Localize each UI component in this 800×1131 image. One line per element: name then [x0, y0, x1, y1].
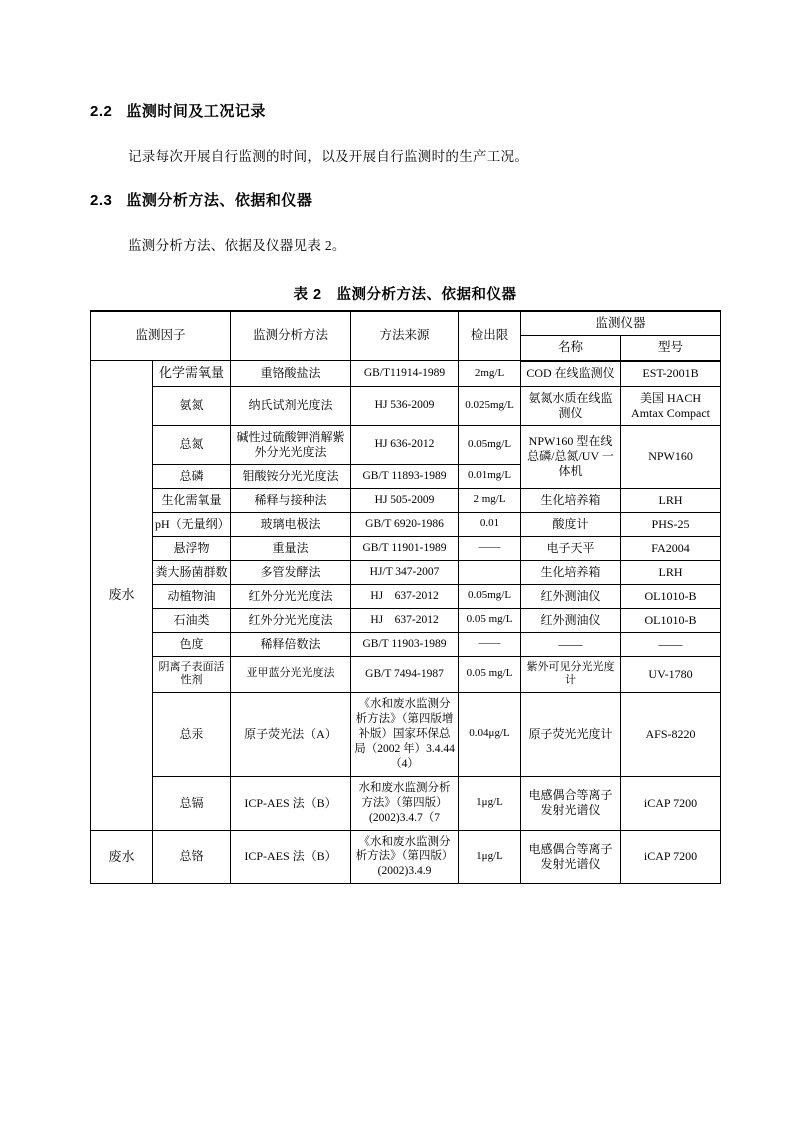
section-heading-2-2: [90, 100, 720, 121]
table-row: [91, 656, 721, 693]
cell-limit: 0.05mg/L: [459, 584, 521, 608]
table-header-row: [91, 311, 721, 336]
header-method: 监测分析方法: [231, 311, 351, 361]
cell-instrument-name: 酸度计: [521, 512, 621, 536]
cell-method: 原子荧光法（A）: [231, 693, 351, 777]
cell-factor: 生化需氧量: [153, 488, 231, 512]
cell-source: GB/T 11901-1989: [351, 536, 459, 560]
cell-source: HJ/T 347-2007: [351, 560, 459, 584]
header-instrument-model: 型号: [621, 336, 721, 361]
cell-limit: 1μg/L: [459, 776, 521, 830]
cell-instrument-name: 电感偶合等离子发射光谱仪: [521, 776, 621, 830]
cell-method: 玻璃电极法: [231, 512, 351, 536]
cell-method: ICP-AES 法（B）: [231, 830, 351, 884]
cell-factor: 动植物油: [153, 584, 231, 608]
cell-factor: 粪大肠菌群数: [153, 560, 231, 584]
cell-instrument-model: iCAP 7200: [621, 830, 721, 884]
cell-instrument-model: LRH: [621, 560, 721, 584]
cell-instrument-name: 生化培养箱: [521, 560, 621, 584]
cell-instrument-name: 红外测油仪: [521, 608, 621, 632]
header-limit: 检出限: [459, 311, 521, 361]
table-row: [91, 584, 721, 608]
section-number: 2.2: [90, 103, 113, 120]
header-factor: 监测因子: [91, 311, 231, 361]
page-content: [90, 100, 720, 884]
cell-source: GB/T 6920-1986: [351, 512, 459, 536]
cell-limit: 1μg/L: [459, 830, 521, 884]
cell-limit: 2mg/L: [459, 361, 521, 386]
cell-source: 《水和废水监测分析方法》（第四版增补版）国家环保总局（2002 年）3.4.44（4）: [351, 693, 459, 777]
cell-source: GB/T 7494-1987: [351, 656, 459, 693]
cell-method: 碱性过硫酸钾消解紫外分光光度法: [231, 425, 351, 464]
cell-source: HJ 505-2009: [351, 488, 459, 512]
table-caption: 表 2 监测分析方法、依据和仪器: [293, 286, 517, 303]
category-label-wastewater-2: 废水: [91, 830, 153, 884]
cell-instrument-model: EST-2001B: [621, 361, 721, 386]
cell-instrument-model: iCAP 7200: [621, 776, 721, 830]
cell-instrument-model: OL1010-B: [621, 608, 721, 632]
table-row: [91, 386, 721, 425]
cell-source: GB/T11914-1989: [351, 361, 459, 386]
section-number: 2.3: [90, 192, 113, 210]
cell-instrument-model: 美国 HACH Amtax Compact: [621, 386, 721, 425]
cell-instrument-name: 生化培养箱: [521, 488, 621, 512]
category-label-wastewater: 废水: [91, 361, 153, 830]
cell-method: 多管发酵法: [231, 560, 351, 584]
cell-limit: 0.05 mg/L: [459, 656, 521, 693]
cell-factor: 石油类: [153, 608, 231, 632]
table-row: [91, 776, 721, 830]
table-row: [91, 632, 721, 656]
cell-factor: 化学需氧量: [153, 361, 231, 386]
cell-factor: 总磷: [153, 464, 231, 488]
table-row: [91, 536, 721, 560]
cell-instrument-model: LRH: [621, 488, 721, 512]
cell-method: 稀释倍数法: [231, 632, 351, 656]
cell-instrument-name: ——: [521, 632, 621, 656]
cell-factor: pH（无量纲）: [153, 512, 231, 536]
section-heading-2-3: [90, 189, 720, 210]
section-title: 监测时间及工况记录: [126, 103, 266, 120]
cell-method: 纳氏试剂光度法: [231, 386, 351, 425]
cell-instrument-model: AFS-8220: [621, 693, 721, 777]
cell-instrument-name: COD 在线监测仪: [521, 361, 621, 386]
cell-method: 重铬酸盐法: [231, 361, 351, 386]
table-row: [91, 608, 721, 632]
cell-instrument-name: 电感偶合等离子发射光谱仪: [521, 830, 621, 884]
cell-factor: 总氮: [153, 425, 231, 464]
cell-instrument-name: 红外测油仪: [521, 584, 621, 608]
monitoring-methods-table: [90, 310, 721, 885]
header-instrument-group: 监测仪器: [521, 311, 721, 336]
cell-method: ICP-AES 法（B）: [231, 776, 351, 830]
cell-instrument-model: NPW160: [621, 425, 721, 488]
cell-factor: 总铬: [153, 830, 231, 884]
paragraph-2-2: 记录每次开展自行监测的时间，以及开展自行监测时的生产工况。: [128, 149, 529, 164]
cell-instrument-name: 氨氮水质在线监测仪: [521, 386, 621, 425]
cell-limit: 0.025mg/L: [459, 386, 521, 425]
cell-limit: 2 mg/L: [459, 488, 521, 512]
cell-limit: 0.01: [459, 512, 521, 536]
cell-instrument-name: 紫外可见分光光度计: [521, 656, 621, 693]
cell-source: GB/T 11893-1989: [351, 464, 459, 488]
cell-source: HJ 637-2012: [351, 584, 459, 608]
table-row: [91, 488, 721, 512]
cell-method: 稀释与接种法: [231, 488, 351, 512]
cell-factor: 悬浮物: [153, 536, 231, 560]
cell-source: HJ 636-2012: [351, 425, 459, 464]
cell-source: HJ 637-2012: [351, 608, 459, 632]
cell-source: HJ 536-2009: [351, 386, 459, 425]
cell-factor: 氨氮: [153, 386, 231, 425]
table-row: [91, 361, 721, 386]
cell-method: 钼酸铵分光光度法: [231, 464, 351, 488]
cell-instrument-name: 原子荧光光度计: [521, 693, 621, 777]
cell-source: GB/T 11903-1989: [351, 632, 459, 656]
cell-limit: ——: [459, 632, 521, 656]
cell-limit: 0.05 mg/L: [459, 608, 521, 632]
cell-source: 《水和废水监测分析方法》（第四版）(2002)3.4.9: [351, 830, 459, 884]
table-row: [91, 560, 721, 584]
cell-instrument-name: 电子天平: [521, 536, 621, 560]
cell-factor: 阴离子表面活性剂: [153, 656, 231, 693]
cell-limit: ——: [459, 536, 521, 560]
table-row: [91, 693, 721, 777]
section-title: 监测分析方法、依据和仪器: [126, 192, 313, 210]
cell-source: 水和废水监测分析方法》（第四版）(2002)3.4.7（7: [351, 776, 459, 830]
header-instrument-name: 名称: [521, 336, 621, 361]
cell-limit: 0.05mg/L: [459, 425, 521, 464]
paragraph-2-3: 监测分析方法、依据及仪器见表 2。: [128, 238, 346, 254]
cell-method: 亚甲蓝分光光度法: [231, 656, 351, 693]
cell-instrument-model: UV-1780: [621, 656, 721, 693]
cell-method: 红外分光光度法: [231, 584, 351, 608]
table-row: [91, 512, 721, 536]
header-source: 方法来源: [351, 311, 459, 361]
cell-limit: 0.01mg/L: [459, 464, 521, 488]
table-row: [91, 830, 721, 884]
cell-limit: 0.04μg/L: [459, 693, 521, 777]
cell-method: 重量法: [231, 536, 351, 560]
cell-method: 红外分光光度法: [231, 608, 351, 632]
cell-factor: 总镉: [153, 776, 231, 830]
cell-factor: 色度: [153, 632, 231, 656]
cell-instrument-model: ——: [621, 632, 721, 656]
cell-instrument-model: OL1010-B: [621, 584, 721, 608]
cell-factor: 总汞: [153, 693, 231, 777]
cell-instrument-name: NPW160 型在线总磷/总氮/UV 一体机: [521, 425, 621, 488]
cell-instrument-model: PHS-25: [621, 512, 721, 536]
table-row: [91, 425, 721, 464]
cell-limit: [459, 560, 521, 584]
cell-instrument-model: FA2004: [621, 536, 721, 560]
